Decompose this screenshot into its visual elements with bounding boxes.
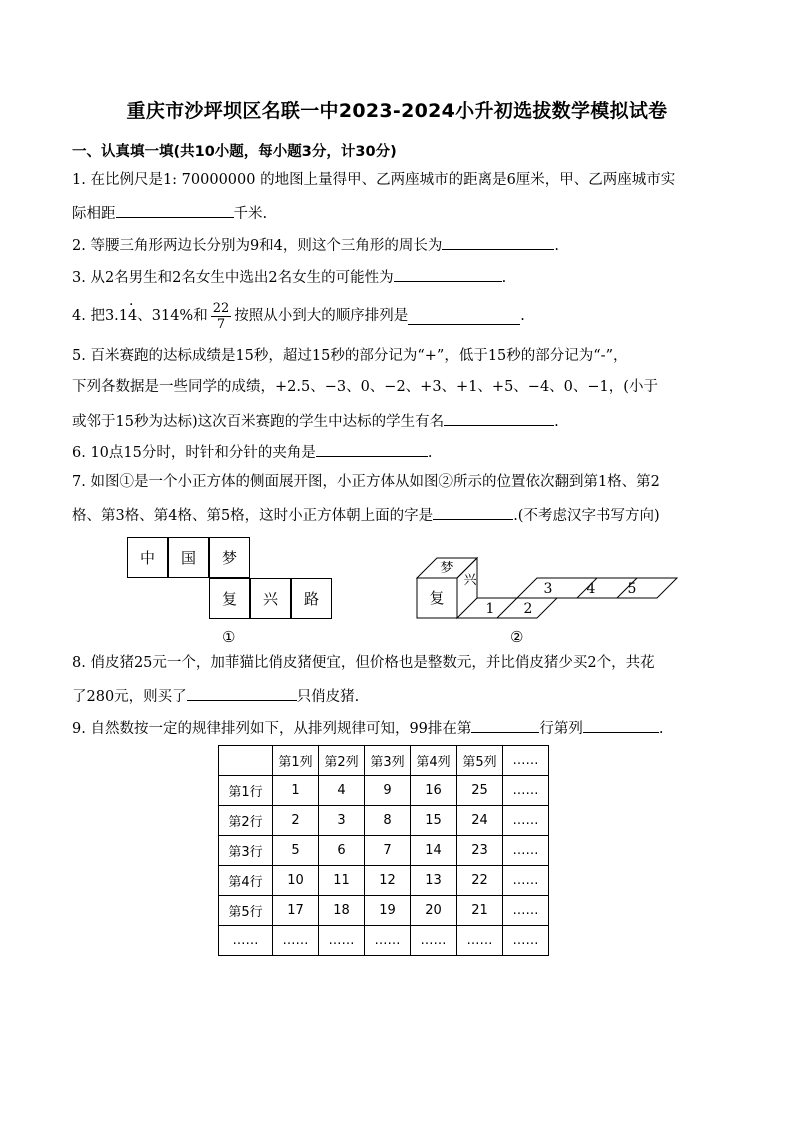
cube-side-face xyxy=(457,558,477,618)
table-cell: …… xyxy=(503,926,549,956)
question-9 xyxy=(72,716,664,739)
question-1-line-1: 1. 在比例尺是1: 70000000 的地图上量得甲、乙两座城市的距离是6厘米，甲、乙两座城市实 xyxy=(72,172,676,188)
table-cell: 6 xyxy=(319,836,365,866)
question-7-line-1: 7. 如图①是一个小正方体的侧面展开图，小正方体从如图②所示的位置依次翻到第1格、第2 xyxy=(72,474,660,490)
figure-2-label: ② xyxy=(510,628,524,646)
table-cell: 7 xyxy=(365,836,411,866)
cell-4-label: 4 xyxy=(586,581,596,597)
table-cell: 第2列 xyxy=(319,746,365,776)
table-row xyxy=(219,896,549,926)
table-cell: 21 xyxy=(457,896,503,926)
table-cell: …… xyxy=(365,926,411,956)
question-7-blank[interactable] xyxy=(433,503,513,520)
fraction-denominator: 7 xyxy=(216,316,226,332)
section-heading: 一、认真填一填(共10小题，每小题3分，计30分) xyxy=(72,144,397,160)
question-9-text: 9. 自然数按一定的规律排列如下，从排列规律可知，99排在第 xyxy=(72,721,472,737)
table-cell: 22 xyxy=(457,866,503,896)
question-3-text: 3. 从2名男生和2名女生中选出2名女生的可能性为 xyxy=(72,270,394,286)
table-cell: 19 xyxy=(365,896,411,926)
table-row xyxy=(219,926,549,956)
net-cell-top-1: 中 xyxy=(127,537,168,578)
table-cell: 第3行 xyxy=(219,836,273,866)
table-cell: 20 xyxy=(411,896,457,926)
table-cell: 4 xyxy=(319,776,365,806)
question-1-unit: 千米. xyxy=(233,206,268,222)
table-cell: 第3列 xyxy=(365,746,411,776)
figure-1-label: ① xyxy=(222,628,236,646)
table-cell: 第5行 xyxy=(219,896,273,926)
net-cell-bottom-3: 路 xyxy=(291,578,332,619)
cell-1-label: 1 xyxy=(485,601,495,617)
question-5-blank[interactable] xyxy=(444,409,554,426)
table-cell: 16 xyxy=(411,776,457,806)
table-cell: 12 xyxy=(365,866,411,896)
table-cell: 1 xyxy=(273,776,319,806)
table-cell: 8 xyxy=(365,806,411,836)
cube-side-label: 兴 xyxy=(463,573,477,588)
question-6-text: 6. 10点15分时，时针和分针的夹角是 xyxy=(72,445,316,461)
question-3 xyxy=(72,265,506,288)
cube-front-label: 复 xyxy=(429,589,445,607)
table-cell: …… xyxy=(503,806,549,836)
table-cell: 11 xyxy=(319,866,365,896)
table-cell: …… xyxy=(457,926,503,956)
question-2-end: . xyxy=(554,238,560,254)
question-6-end: . xyxy=(427,445,433,461)
table-cell: 第4行 xyxy=(219,866,273,896)
table-cell: …… xyxy=(503,746,549,776)
question-8-blank[interactable] xyxy=(187,684,297,701)
table-cell: 第1列 xyxy=(273,746,319,776)
question-5-line-1: 5. 百米赛跑的达标成绩是15秒，超过15秒的部分记为“+”，低于15秒的部分记为“-”， xyxy=(72,348,628,364)
question-1-text: 际相距 xyxy=(72,206,116,222)
table-cell xyxy=(219,746,273,776)
net-cell-top-2: 国 xyxy=(168,537,209,578)
table-cell: …… xyxy=(319,926,365,956)
question-5-text: 或邻于15秒为达标)这次百米赛跑的学生中达标的学生有名 xyxy=(72,414,445,430)
number-pattern-table xyxy=(218,745,549,956)
question-6 xyxy=(72,440,432,463)
table-cell: 17 xyxy=(273,896,319,926)
table-cell: …… xyxy=(411,926,457,956)
question-8-text: 了280元，则买了 xyxy=(72,689,187,705)
fraction xyxy=(211,301,232,332)
table-cell: 第5列 xyxy=(457,746,503,776)
table-row xyxy=(219,776,549,806)
question-5-line-3 xyxy=(72,409,559,432)
question-3-blank[interactable] xyxy=(394,265,502,282)
question-7-text: 格、第3格、第4格、第5格，这时小正方体朝上面的字是 xyxy=(72,508,434,524)
repeating-digit: 4 · xyxy=(128,306,137,326)
net-cell-bottom-2: 兴 xyxy=(250,578,291,619)
table-cell: 13 xyxy=(411,866,457,896)
table-cell: 2 xyxy=(273,806,319,836)
table-cell: …… xyxy=(503,776,549,806)
question-9-text-2: 行第列 xyxy=(539,721,583,737)
question-6-blank[interactable] xyxy=(316,440,428,457)
table-cell: …… xyxy=(503,896,549,926)
question-1-blank[interactable] xyxy=(116,201,234,218)
table-row xyxy=(219,836,549,866)
net-cell-top-3: 梦 xyxy=(209,537,250,578)
table-header-row xyxy=(219,746,549,776)
page-title: 重庆市沙坪坝区名联一中2023-2024小升初选拔数学模拟试卷 xyxy=(126,100,668,122)
question-8-line-1: 8. 俏皮猪25元一个，加菲猫比俏皮猪便宜，但价格也是整数元，并比俏皮猪少买2个，共花 xyxy=(72,655,655,671)
question-5-line-2: 下列各数据是一些同学的成绩，+2.5、−3、0、−2、+3、+1、+5、−4、0、−1，(小于 xyxy=(72,379,658,395)
table-cell: 第4列 xyxy=(411,746,457,776)
figure-2-cube-path xyxy=(410,550,690,630)
cell-3-label: 3 xyxy=(543,581,553,597)
question-2-text: 2. 等腰三角形两边长分别为9和4，则这个三角形的周长为 xyxy=(72,238,443,254)
table-cell: 5 xyxy=(273,836,319,866)
question-1-line-2 xyxy=(72,201,267,224)
table-cell: 15 xyxy=(411,806,457,836)
cell-2-label: 2 xyxy=(523,601,533,617)
question-8-line-2 xyxy=(72,684,359,707)
question-4-blank[interactable] xyxy=(408,308,520,325)
table-cell: …… xyxy=(503,836,549,866)
table-row xyxy=(219,806,549,836)
question-2-blank[interactable] xyxy=(442,233,554,250)
question-4 xyxy=(72,300,525,332)
table-row xyxy=(219,866,549,896)
table-cell: …… xyxy=(273,926,319,956)
net-cell-bottom-1: 复 xyxy=(209,578,250,619)
question-2 xyxy=(72,233,559,256)
table-cell: 第1行 xyxy=(219,776,273,806)
question-4-end: . xyxy=(520,308,525,324)
table-cell: 23 xyxy=(457,836,503,866)
cell-5-label: 5 xyxy=(627,581,637,597)
question-9-end: . xyxy=(658,721,664,737)
question-9-blank-col[interactable] xyxy=(583,716,659,733)
question-9-blank-row[interactable] xyxy=(471,716,539,733)
question-4-text: 4. 把3.1 xyxy=(72,308,129,324)
table-cell: 第2行 xyxy=(219,806,273,836)
table-cell: …… xyxy=(503,866,549,896)
question-5-end: . xyxy=(554,414,559,430)
question-7-note: .(不考虑汉字书写方向) xyxy=(513,508,660,524)
table-cell: 14 xyxy=(411,836,457,866)
question-8-unit: 只俏皮猪. xyxy=(296,689,360,705)
table-cell: 9 xyxy=(365,776,411,806)
table-cell: 10 xyxy=(273,866,319,896)
table-cell: 25 xyxy=(457,776,503,806)
table-cell: 3 xyxy=(319,806,365,836)
question-4-text-2: 、314%和 xyxy=(137,308,208,324)
table-cell: …… xyxy=(219,926,273,956)
table-cell: 18 xyxy=(319,896,365,926)
table-cell: 24 xyxy=(457,806,503,836)
question-7-line-2 xyxy=(72,503,660,526)
fraction-numerator: 22 xyxy=(212,300,230,316)
cube-top-label: 梦 xyxy=(440,561,454,576)
question-4-text-3: 按照从小到大的顺序排列是 xyxy=(234,308,409,324)
question-3-end: . xyxy=(501,270,507,286)
